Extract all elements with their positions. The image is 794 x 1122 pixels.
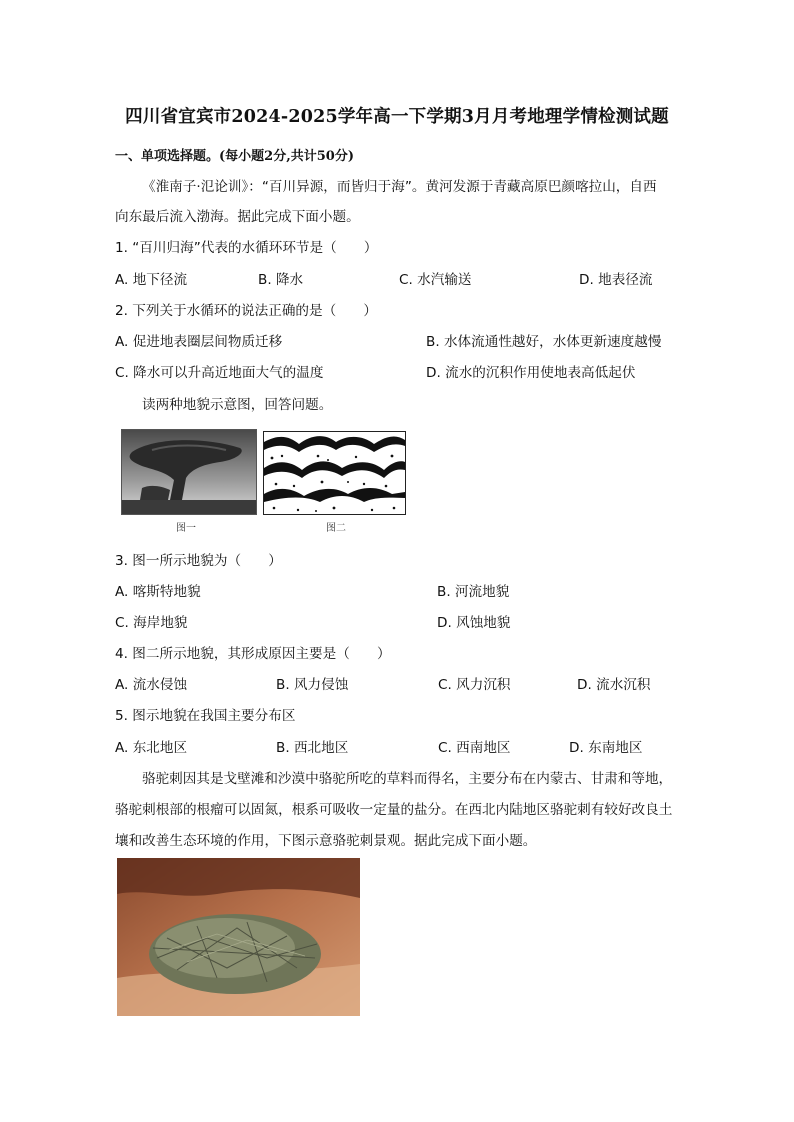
- page-title: 四川省宜宾市2024-2025学年高一下学期3月月考地理学情检测试题: [125, 107, 669, 127]
- q1-option-a: A. 地下径流: [115, 272, 188, 288]
- q3-stem: 3. 图一所示地貌为（ ）: [115, 553, 282, 569]
- q5-option-b: B. 西北地区: [276, 740, 349, 756]
- q1-stem: 1. “百川归海”代表的水循环环节是（ ）: [115, 240, 378, 256]
- figure-2-sand-dunes-sketch: [263, 431, 406, 515]
- q3-option-a: A. 喀斯特地貌: [115, 584, 201, 600]
- q3-option-d: D. 风蚀地貌: [437, 615, 511, 631]
- passage1-line1: 《淮南子·氾论训》：“百川异源，而皆归于海”。黄河发源于青藏高原巴颜喀拉山，自西: [142, 179, 657, 195]
- q2-option-c: C. 降水可以升高近地面大气的温度: [115, 365, 324, 381]
- q1-option-d: D. 地表径流: [579, 272, 653, 288]
- passage3-line3: 壤和改善生态环境的作用，下图示意骆驼刺景观。据此完成下面小题。: [115, 833, 537, 849]
- q4-stem: 4. 图二所示地貌，其形成原因主要是（ ）: [115, 646, 391, 662]
- q5-stem: 5. 图示地貌在我国主要分布区: [115, 708, 296, 724]
- camelthorn-landscape-image: [117, 858, 360, 1016]
- q5-option-a: A. 东北地区: [115, 740, 188, 756]
- q2-option-d: D. 流水的沉积作用使地表高低起伏: [426, 365, 636, 381]
- passage1-line2: 向东最后流入渤海。据此完成下面小题。: [115, 209, 360, 225]
- figure-1-caption: 图一: [176, 523, 196, 534]
- q3-option-c: C. 海岸地貌: [115, 615, 188, 631]
- q2-stem: 2. 下列关于水循环的说法正确的是（ ）: [115, 303, 377, 319]
- q4-option-d: D. 流水沉积: [577, 677, 651, 693]
- passage3-line1: 骆驼刺因其是戈壁滩和沙漠中骆驼所吃的草料而得名，主要分布在内蒙古、甘肃和等地，: [142, 771, 673, 787]
- q5-option-d: D. 东南地区: [569, 740, 643, 756]
- q3-option-b: B. 河流地貌: [437, 584, 510, 600]
- q1-option-c: C. 水汽输送: [399, 272, 472, 288]
- figure-1-mushroom-rock-image: [121, 429, 257, 515]
- q4-option-c: C. 风力沉积: [438, 677, 511, 693]
- figure-2-caption: 图二: [326, 523, 346, 534]
- q1-option-b: B. 降水: [258, 272, 304, 288]
- q4-option-a: A. 流水侵蚀: [115, 677, 188, 693]
- passage3-line2: 骆驼刺根部的根瘤可以固氮，根系可吸收一定量的盐分。在西北内陆地区骆驼刺有较好改良土: [115, 802, 673, 818]
- passage2: 读两种地貌示意图，回答问题。: [142, 397, 333, 413]
- q5-option-c: C. 西南地区: [438, 740, 511, 756]
- q2-option-b: B. 水体流通性越好，水体更新速度越慢: [426, 334, 662, 350]
- q4-option-b: B. 风力侵蚀: [276, 677, 349, 693]
- section-heading: 一、单项选择题。(每小题2分,共计50分): [115, 149, 354, 164]
- q2-option-a: A. 促进地表圈层间物质迁移: [115, 334, 283, 350]
